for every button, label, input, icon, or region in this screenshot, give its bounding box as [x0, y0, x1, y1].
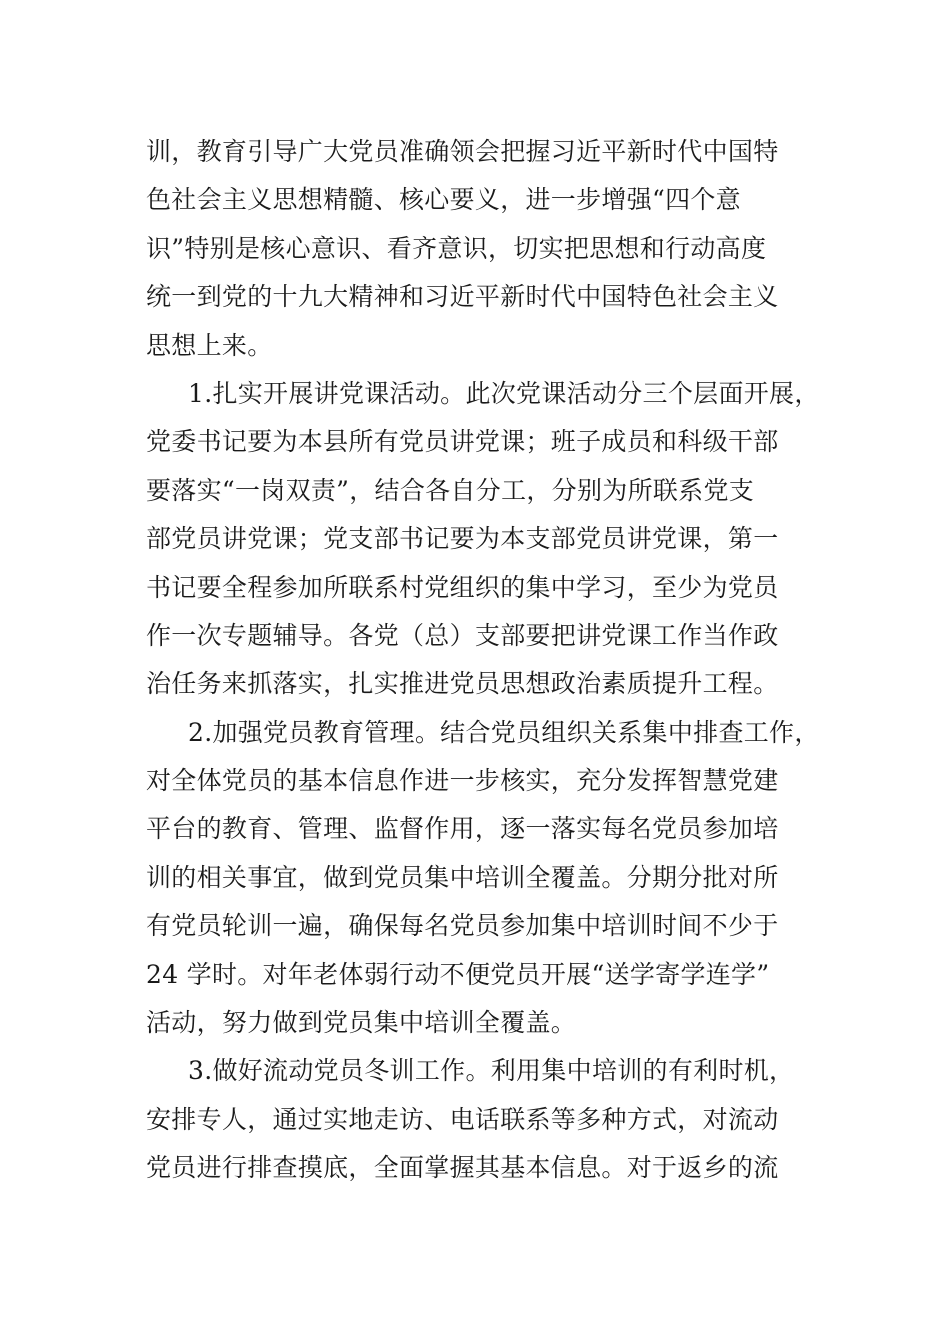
- text-line: 识”特别是核心意识、看齐意识，切实把思想和行动高度: [146, 233, 767, 263]
- paragraph-item-2: [146, 709, 826, 1048]
- text-line: 统一到党的十九大精神和习近平新时代中国特色社会主义: [146, 282, 779, 312]
- text-line: 有党员轮训一遍，确保每名党员参加集中培训时间不少于: [146, 911, 779, 941]
- text-line-first: 2.加强党员教育管理。结合党员组织关系集中排查工作，: [188, 717, 820, 747]
- text-line: 色社会主义思想精髓、核心要义，进一步增强“四个意: [146, 185, 741, 215]
- text-line: 党员进行排查摸底，全面掌握其基本信息。对于返乡的流: [146, 1153, 779, 1183]
- paragraph-item-3: [146, 1047, 826, 1192]
- text-line: 要落实“一岗双责”，结合各自分工，分别为所联系党支: [146, 475, 755, 505]
- text-line: 对全体党员的基本信息作进一步核实，充分发挥智慧党建: [146, 766, 779, 796]
- text-line: 安排专人，通过实地走访、电话联系等多种方式，对流动: [146, 1104, 779, 1134]
- text-line: 党委书记要为本县所有党员讲党课；班子成员和科级干部: [146, 427, 779, 457]
- text-line: 思想上来。: [146, 330, 273, 360]
- text-line: 作一次专题辅导。各党（总）支部要把讲党课工作当作政: [146, 620, 779, 650]
- text-line: 训的相关事宜，做到党员集中培训全覆盖。分期分批对所: [146, 862, 779, 892]
- paragraph-item-1: [146, 370, 826, 709]
- text-line: 活动，努力做到党员集中培训全覆盖。: [146, 1008, 577, 1038]
- text-line-first: 1.扎实开展讲党课活动。此次党课活动分三个层面开展，: [188, 378, 820, 408]
- document-body: [146, 128, 826, 1193]
- text-line: 24 学时。对年老体弱行动不便党员开展“送学寄学连学”: [146, 959, 770, 989]
- text-line: 训，教育引导广大党员准确领会把握习近平新时代中国特: [146, 137, 779, 166]
- text-line: 平台的教育、管理、监督作用，逐一落实每名党员参加培: [146, 814, 779, 844]
- text-line: 治任务来抓落实，扎实推进党员思想政治素质提升工程。: [146, 669, 779, 699]
- paragraph-intro-continuation: [146, 128, 826, 370]
- text-line-first: 3.做好流动党员冬训工作。利用集中培训的有利时机，: [188, 1056, 795, 1086]
- text-line: 部党员讲党课；党支部书记要为本支部党员讲党课，第一: [146, 524, 779, 554]
- text-line: 书记要全程参加所联系村党组织的集中学习，至少为党员: [146, 572, 779, 602]
